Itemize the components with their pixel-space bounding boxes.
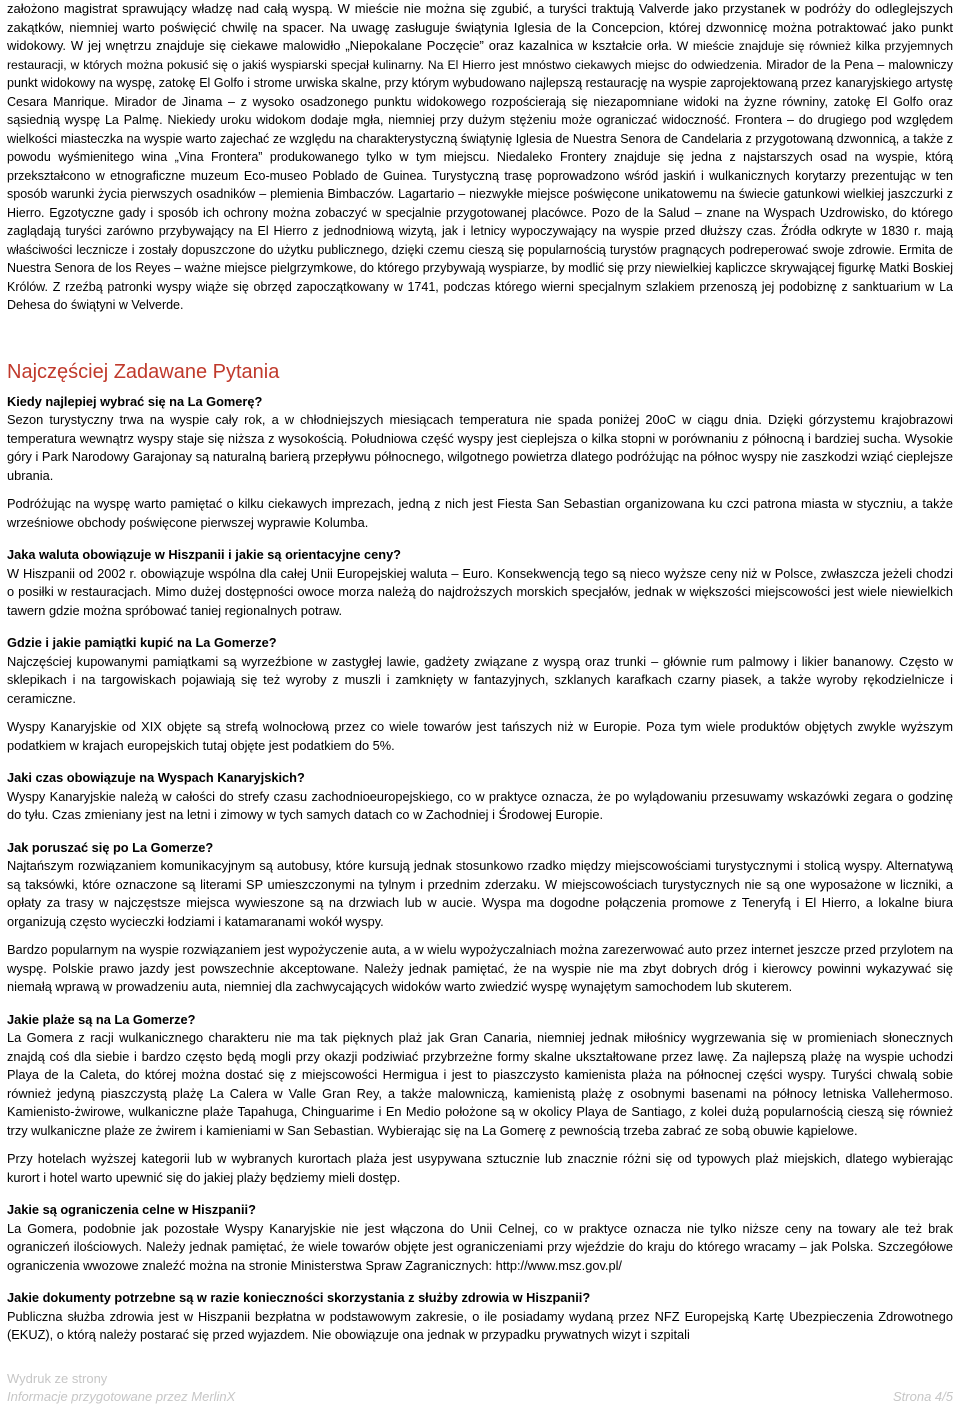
footer xyxy=(7,1370,953,1406)
footer-prepared-by: Informacje przygotowane przez MerlinX xyxy=(7,1389,236,1404)
footer-print-source: Wydruk ze strony xyxy=(7,1371,108,1386)
faq-answer: Najczęściej kupowanymi pamiątkami są wyrzeźbione w zastygłej lawie, gadżety związane z wyspą oraz trunki – głównie rum palmowy i likier bananowy. Często w sklepikach i na targowiskach pojawiają się też wyroby z muszli i zamknięty w fantazyjnych, szklanych karafkach czarny piasek, a także wyroby rękodzielnicze i ceramiczne. xyxy=(7,653,953,706)
faq-item-currency xyxy=(7,546,953,620)
faq-answer: Wyspy Kanaryjskie należą w całości do strefy czasu zachodnioeuropejskiego, co w praktyce oznacza, że po wylądowaniu przesuwamy wskazówki zegara o godzinę do tyłu. Czas zmieniany jest na letni i zimowy w tych samych datach co w Zachodniej i Środowej Europie. xyxy=(7,788,953,822)
faq-answer: Przy hotelach wyższej kategorii lub w wybranych kurortach plaża jest usypywana sztucznie lub znacznie różni się od typowych plaż miejskich, dlatego wybierając kurort i hotel warto upewnić się do jakiej plaży będziemy mieli dostęp. xyxy=(7,1151,953,1185)
intro-text-1: założono magistrat sprawujący władzę nad całą wyspą. W mieście nie można się zgubić, a turyści traktują Valverde jako przystanek w podróży do odleglejszych zakątków, niemniej warto poświęcić chwilę na spacer. Na uwagę zasługuje świątynia Iglesia de la Concepcion, której dzwonnicę można potraktować jako punkt widokowy. W jej wnętrzu znajduje się ciekawe malowidło „Niepokalane Poczęcie” oraz kazalnica w kształcie orła. xyxy=(7,1,953,53)
faq-item-health xyxy=(7,1289,953,1345)
faq-answer: La Gomera, podobnie jak pozostałe Wyspy Kanaryjskie nie jest włączona do Unii Celnej, co w praktyce oznacza nie tylko niższe ceny na towary ale też brak ograniczeń ilościowych. Należy jednak pamiętać, że wiele towarów objęte jest ograniczeniami przy wjeździe do kraju do którego wracamy – jak Polska. Szczegółowe ograniczenia wwozowe znaleźć można na stronie Ministerstwa Spraw Zagranicznych: http://www.msz.gov.pl/ xyxy=(7,1220,953,1273)
faq-question: Jakie plaże są na La Gomerze? xyxy=(7,1011,196,1027)
faq-item-transport xyxy=(7,839,953,997)
faq-answer: Bardzo popularnym na wyspie rozwiązaniem jest wypożyczenie auta, a w wielu wypożyczalniach można zarezerwować auto przez internet jeszcze przed przylotem na wyspę. Polskie prawo jazdy jest powszechnie akceptowane. Należy jednak pamiętać, że na wyspie nie ma zbyt dobrych dróg i kierowcy powinni wykazywać się niemałą wprawą w prowadzeniu auta, niemniej dla zachwycających widoków warto zwiedzić wyspę wynajętym samochodem lub skuterem. xyxy=(7,942,953,994)
faq-question: Gdzie i jakie pamiątki kupić na La Gomerze? xyxy=(7,635,277,650)
faq-item-timezone xyxy=(7,769,953,825)
faq-item-souvenirs xyxy=(7,634,953,755)
faq-item-when xyxy=(7,393,953,533)
faq-question: Jaki czas obowiązuje na Wyspach Kanaryjskich? xyxy=(7,770,305,785)
faq-answer: Wyspy Kanaryjskie od XIX objęte są strefą wolnocłową przez co wiele towarów jest tańszych niż w Europie. Poza tym wiele produktów objętych zwykle wyższym podatkiem w krajach europejskich tutaj objęte jest podatkiem do 5%. xyxy=(7,719,953,753)
intro-text-3: Mirador de la Pena – malowniczy punkt widokowy na wyspę, zatokę El Golfo i strome urwiska skalne, przy którym wybudowano najlepszą restaurację na wyspie zaprojektowaną przez kanaryjskiego artystę Cesara Manrique. Mirador de Jinama – z wysoko osadzonego punktu widokowego rozpościerają się niezapomniane widoki na żyzne równiny, zatokę El Golfo oraz sąsiednią wyspę La Palmę. Niekiedy uroku widokom dodaje mgła, niemniej przy dużym stężeniu może ograniczać widoczność. Frontera – do drugiego pod względem wielkości miasteczka na wyspie warto zajechać ze względu na charakterystyczną świątynię Iglesia de Nuestra Senora de Candelaria z przygotowaną dzwonnicą, a także z powodu wyśmienitego wina „Vina Frontera” produkowanego tylko w tym miejscu. Niedaleko Frontery znajduje się jedna z najstarszych osad na wyspie, którą przekształcono w etnograficzne muzeum Eco-museo Poblado de Guinea. Turystyczną trasę poprowadzono wśród jaskiń i wulkanicznych korytarzy prezentując w ten sposób warunki życia pierwszych osadników – plemienia Bimbaczów. Lagartario – niezwykłe miejsce poświęcone unikatowemu na świecie gatunkowi wielkiej jaszczurki z Hierro. Egzotyczne gady i sposób ich ochrony można zobaczyć w specjalnie przygotowanej placówce. Pozo de la Salud – znane na Wyspach Uzdrowisko, do którego zaglądają turyści zarówno przybywający na El Hierro z jednodniową wizytą, jak i letnicy wypoczywający na wyspie przed dłuższy czas. Źródła odkryte w 1830 r. mają właściwości lecznicze i zostały dopuszczone do użytku publicznego, dzięki czemu cieszą się popularnością turystów pragnących podreperować swoje zdrowie. Ermita de Nuestra Senora de los Reyes – ważne miejsce pielgrzymkowe, do którego przybywają wyspiarze, by modlić się przy niewielkiej kapliczce skrywającej figurkę Matki Boskiej Królów. Z rzeźbą patronki wyspy wiąże się obrzęd zapoczątkowany w 1741, podczas którego wierni specjalnym szlakiem przenoszą jej podobiznę z sanktuarium w La Dehesa do świątyni w Velverde. xyxy=(7,57,953,312)
faq-heading: Najczęściej Zadawane Pytania xyxy=(7,360,280,383)
faq-answer: W Hiszpanii od 2002 r. obowiązuje wspólna dla całej Unii Europejskiej waluta – Euro. Konsekwencją tego są nieco wyższe ceny niż w Polsce, zwłaszcza jeżeli chodzi o posiłki w restauracjach. Mimo dużej dostępności owoce morza należą do najdroższych morskich specjałów, jednak w większości miejscowości jest wiele niewielkich tawern gdzie można spróbować taniej regionalnych potraw. xyxy=(7,565,953,618)
document-body xyxy=(7,0,953,1359)
faq-question: Jakie dokumenty potrzebne są w razie konieczności skorzystania z służby zdrowia w Hiszpanii? xyxy=(7,1290,591,1305)
faq-question: Jak poruszać się po La Gomerze? xyxy=(7,839,214,855)
faq-answer: Najtańszym rozwiązaniem komunikacyjnym są autobusy, które kursują jednak stosunkowo rzadko między miejscowościami turystycznymi i stolicą wyspy. Alternatywą są taksówki, które oznaczone są literami SP umieszczonymi na tylnym i przednim zderzaku. W miejscowościach turystycznych nie są one wyposażone w liczniki, a opłaty za trasy w najczęstsze miejsca wywieszone są na drzwiach lub w aucie. Wyspa ma dogodne połączenia promowe z Teneryfą i El Hierro, a lokalne biura organizują często wycieczki łodziami i katamaranami wokół wyspy. xyxy=(7,858,953,929)
faq-item-customs xyxy=(7,1201,953,1275)
faq-question: Jakie są ograniczenia celne w Hiszpanii? xyxy=(7,1202,256,1217)
faq-question: Jaka waluta obowiązuje w Hiszpanii i jakie są orientacyjne ceny? xyxy=(7,547,402,562)
footer-page-number: Strona 4/5 xyxy=(893,1389,953,1404)
intro-text-2: W mieście znajduje się również kilka przyjemnych restauracji, w których można pokusić się o jakiś wyspiarski specjał kulinarny. Na El Hierro jest mnóstwo ciekawych miejsc do odwiedzenia. xyxy=(7,39,954,72)
faq-question: Kiedy najlepiej wybrać się na La Gomerę? xyxy=(7,393,263,409)
faq-answer: Sezon turystyczny trwa na wyspie cały rok, a w chłodniejszych miesiącach temperatura nie spada poniżej 20oC w ciągu dnia. Dzięki górzystemu krajobrazowi temperatura wewnątrz wyspy staje się niższa z wysokością. Południowa część wyspy jest cieplejsza o kilka stopni w porównaniu z północną i bardziej sucha. Wysokie góry i Park Narodowy Garajonay są naturalną barierą przepływu północnego, wilgotnego powietrza dlatego podróżując na północ wyspy nie zaszkodzi wziąć cieplejsze ubrania. xyxy=(7,412,953,483)
faq-answer: Podróżując na wyspę warto pamiętać o kilku ciekawych imprezach, jedną z nich jest Fiesta San Sebastian organizowana ku czci patrona miasta w styczniu, a także wrześniowe obchody poświęcone pierwszej wyprawie Kolumba. xyxy=(7,496,953,530)
intro-paragraph xyxy=(7,0,953,315)
faq-answer: Publiczna służba zdrowia jest w Hiszpanii bezpłatna w podstawowym zakresie, o ile posiadamy wydaną przez NFZ Europejską Kartę Ubezpieczenia Zdrowotnego (EKUZ), o którą należy postarać się przed wyjazdem. Nie obowiązuje ona jednak w przypadku prywatnych wizyt i szpitali xyxy=(7,1308,953,1342)
faq-item-beaches xyxy=(7,1011,953,1188)
faq-answer: La Gomera z racji wulkanicznego charakteru nie ma tak pięknych plaż jak Gran Canaria, niemniej jednak miłośnicy wygrzewania się w promieniach słonecznych znajdą coś dla siebie i bardzo często będą mogli przy okazji podziwiać przybrzeżne formy skalne ukształtowane przez lawę. Za najlepszą plażę na wyspie uchodzi Playa de la Caleta, do której można dostać się z miejscowości Hermigua i jest to piaszczysto kamienista plaża na północnej części wyspy. Turyści chwalą sobie również jedyną piaszczystą plażę La Calera w Valle Gran Rey, a także malowniczą, kamienistą plażę z osobnymi basenami na północy letniska Vallehermoso. Kamienisto-żwirowe, wulkaniczne plaże Tapahuga, Chinguarime i En Medio położone są w okolicy Playa de Santiago, z kolei dużą popularnością cieszą się również trzy wulkaniczne plaże ze żwirem i kamieniami w San Sebastian. Wybierając się na La Gomerę z pewnością trzeba zabrać ze sobą obuwie kąpielowe. xyxy=(7,1030,953,1138)
